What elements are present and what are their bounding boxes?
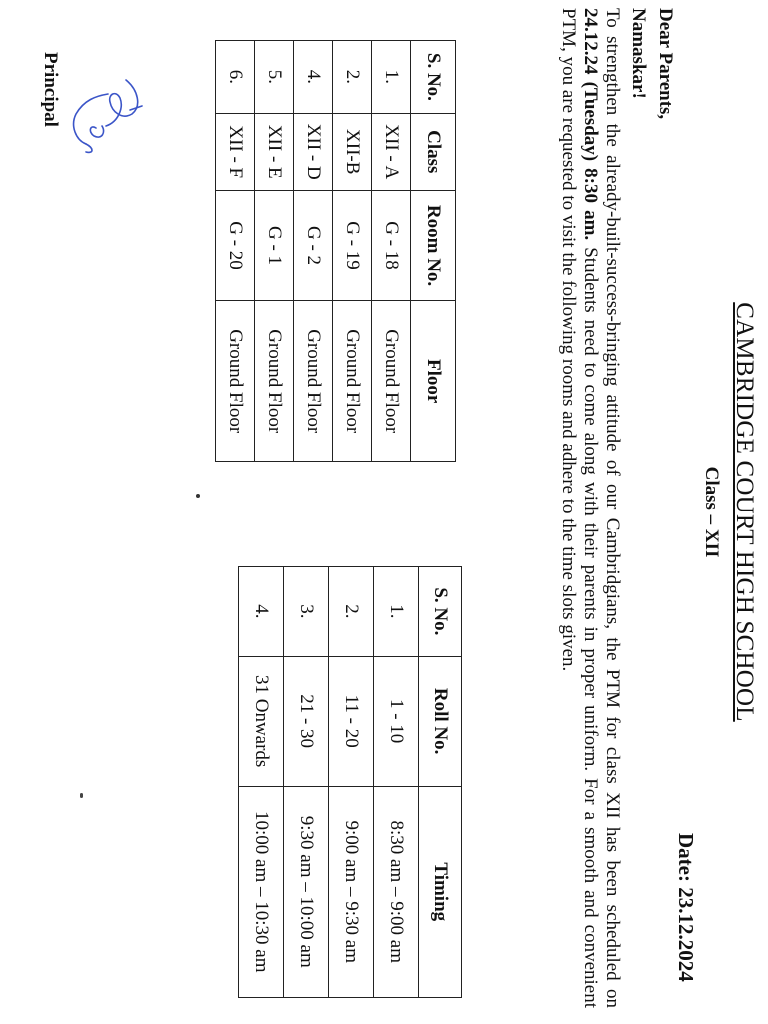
timing-cell-roll: 21 - 30 bbox=[284, 656, 329, 786]
timing-cell-sno: 1. bbox=[374, 567, 419, 657]
body-text-ptm-date: 24.12.24 (Tuesday) 8:30 am. bbox=[580, 8, 601, 241]
rooms-cell-room: G - 2 bbox=[294, 190, 333, 301]
ink-speck bbox=[196, 494, 200, 498]
body-text-part1: To strengthen the already-built-success-bringing attitude of our Cambridgians, the PTM for class XII has been scheduled on bbox=[602, 8, 623, 1008]
table-row bbox=[372, 41, 411, 462]
notice-date: Date: 23.12.2024 bbox=[674, 833, 698, 982]
rooms-cell-floor: Ground Floor bbox=[333, 301, 372, 462]
rooms-cell-class: XII - D bbox=[294, 113, 333, 190]
timing-table-header-row bbox=[419, 567, 462, 998]
rooms-cell-sno: 6. bbox=[216, 41, 255, 114]
table-row bbox=[294, 41, 333, 462]
rooms-table bbox=[215, 40, 456, 462]
rooms-header-floor: Floor bbox=[411, 301, 456, 462]
body-text-part2: Students need to come along with their parents in proper uniform. For a smooth and convenient PTM, you are requested to visit the following rooms and adhere to the time slots given. bbox=[558, 8, 601, 1008]
greeting: Namaskar! bbox=[628, 8, 649, 99]
rooms-cell-floor: Ground Floor bbox=[216, 301, 255, 462]
rooms-cell-class: XII - E bbox=[255, 113, 294, 190]
rooms-cell-floor: Ground Floor bbox=[255, 301, 294, 462]
ink-speck bbox=[80, 793, 83, 798]
rooms-cell-floor: Ground Floor bbox=[372, 301, 411, 462]
notice-body bbox=[557, 8, 623, 1008]
table-row bbox=[284, 567, 329, 998]
timing-cell-roll: 1 - 10 bbox=[374, 656, 419, 786]
timing-cell-roll: 11 - 20 bbox=[329, 656, 374, 786]
table-row bbox=[333, 41, 372, 462]
timing-header-timing: Timing bbox=[419, 786, 462, 997]
timing-cell-time: 9:30 am – 10:00 am bbox=[284, 786, 329, 997]
rooms-cell-class: XII-B bbox=[333, 113, 372, 190]
rooms-header-sno: S. No. bbox=[411, 41, 456, 114]
principal-signature bbox=[64, 70, 146, 160]
salutation: Dear Parents, bbox=[655, 8, 676, 120]
rooms-cell-room: G - 20 bbox=[216, 190, 255, 301]
table-row bbox=[239, 567, 284, 998]
rooms-header-room: Room No. bbox=[411, 190, 456, 301]
table-row bbox=[216, 41, 255, 462]
rooms-cell-room: G - 18 bbox=[372, 190, 411, 301]
table-row bbox=[255, 41, 294, 462]
timing-table bbox=[238, 566, 462, 998]
rooms-cell-room: G - 1 bbox=[255, 190, 294, 301]
timing-cell-sno: 2. bbox=[329, 567, 374, 657]
table-row bbox=[374, 567, 419, 998]
timing-cell-time: 8:30 am – 9:00 am bbox=[374, 786, 419, 997]
timing-cell-time: 10:00 am – 10:30 am bbox=[239, 786, 284, 997]
rooms-cell-sno: 4. bbox=[294, 41, 333, 114]
timing-cell-sno: 4. bbox=[239, 567, 284, 657]
class-line: Class – XII bbox=[701, 466, 722, 558]
timing-header-roll: Roll No. bbox=[419, 656, 462, 786]
timing-header-sno: S. No. bbox=[419, 567, 462, 657]
table-row bbox=[329, 567, 374, 998]
rooms-cell-sno: 5. bbox=[255, 41, 294, 114]
rooms-cell-room: G - 19 bbox=[333, 190, 372, 301]
rooms-cell-sno: 2. bbox=[333, 41, 372, 114]
rooms-table-header-row bbox=[411, 41, 456, 462]
rooms-cell-class: XII - A bbox=[372, 113, 411, 190]
rooms-cell-class: XII - F bbox=[216, 113, 255, 190]
rooms-cell-sno: 1. bbox=[372, 41, 411, 114]
signatory-label: Principal bbox=[40, 52, 61, 127]
rooms-cell-floor: Ground Floor bbox=[294, 301, 333, 462]
school-name: CAMBRIDGE COURT HIGH SCHOOL bbox=[731, 302, 758, 722]
timing-cell-time: 9:00 am – 9:30 am bbox=[329, 786, 374, 997]
rooms-header-class: Class bbox=[411, 113, 456, 190]
timing-cell-roll: 31 Onwards bbox=[239, 656, 284, 786]
timing-cell-sno: 3. bbox=[284, 567, 329, 657]
